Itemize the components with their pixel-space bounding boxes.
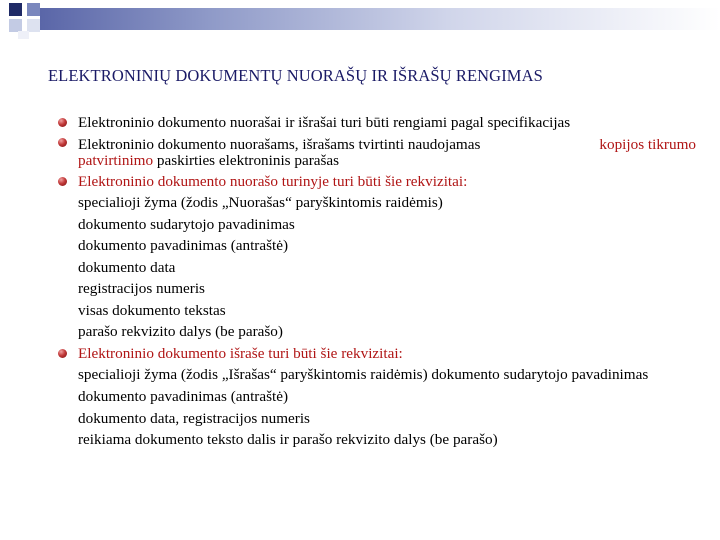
deco-gradient-bar bbox=[40, 8, 720, 30]
deco-square-mid bbox=[27, 3, 40, 16]
bullet-text: Elektroninio dokumento nuorašai ir išrašai turi būti rengiami pagal specifikacijas bbox=[78, 114, 571, 131]
slide-title: ELEKTRONINIŲ DOKUMENTŲ NUORAŠŲ IR IŠRAŠŲ RENGIMAS bbox=[48, 66, 543, 85]
sub-item: dokumento pavadinimas (antraštė) bbox=[78, 388, 289, 405]
header-decoration bbox=[0, 0, 720, 40]
bullet-text: Elektroninio dokumento nuorašo turinyje turi būti šie rekvizitai: bbox=[78, 172, 468, 190]
deco-square-faint bbox=[18, 31, 29, 39]
bullet-icon bbox=[58, 118, 67, 127]
sub-item: specialioji žyma (žodis „Nuorašas“ paryškintomis raidėmis) bbox=[78, 194, 443, 211]
bullet-icon bbox=[58, 177, 67, 186]
sub-item: dokumento pavadinimas (antraštė) bbox=[78, 237, 289, 254]
deco-square-light-1 bbox=[9, 19, 22, 32]
sub-item: parašo rekvizito dalys (be parašo) bbox=[78, 323, 283, 340]
bullet-text-highlight: patvirtinimo bbox=[78, 151, 154, 169]
bullet-text-line bbox=[78, 137, 696, 153]
deco-square-dark bbox=[9, 3, 22, 16]
bullet-item bbox=[58, 134, 696, 171]
bullet-text: Elektroninio dokumento išraše turi būti šie rekvizitai: bbox=[78, 344, 403, 362]
sub-item: visas dokumento tekstas bbox=[78, 301, 226, 319]
sub-item: registracijos numeris bbox=[78, 280, 205, 297]
bullet-icon bbox=[58, 349, 67, 358]
sub-item: dokumento data bbox=[78, 258, 176, 276]
sub-item-wrapped bbox=[58, 364, 696, 386]
bullet-item bbox=[58, 343, 696, 365]
bullet-text-line bbox=[78, 153, 696, 169]
deco-square-light-2 bbox=[27, 19, 40, 32]
sub-item: dokumento sudarytojo pavadinimas bbox=[78, 215, 295, 233]
bullet-text-plain: Elektroninio dokumento nuorašams, išrašams tvirtinti naudojamas bbox=[78, 135, 481, 153]
bullet-text-plain: paskirties elektroninis parašas bbox=[156, 151, 340, 169]
sub-item: reikiama dokumento teksto dalis ir parašo rekvizito dalys (be parašo) bbox=[78, 431, 498, 448]
sub-item: dokumento data, registracijos numeris bbox=[78, 409, 310, 427]
bullet-icon bbox=[58, 138, 67, 147]
bullet-text-highlight: kopijos tikrumo bbox=[599, 135, 696, 153]
slide-content bbox=[58, 112, 696, 451]
bullet-item bbox=[58, 112, 696, 134]
bullet-item bbox=[58, 171, 696, 193]
sub-item-text: specialioji žyma (žodis „Išrašas“ paryškintomis raidėmis) dokumento sudarytojo pavadinimas bbox=[78, 366, 649, 383]
